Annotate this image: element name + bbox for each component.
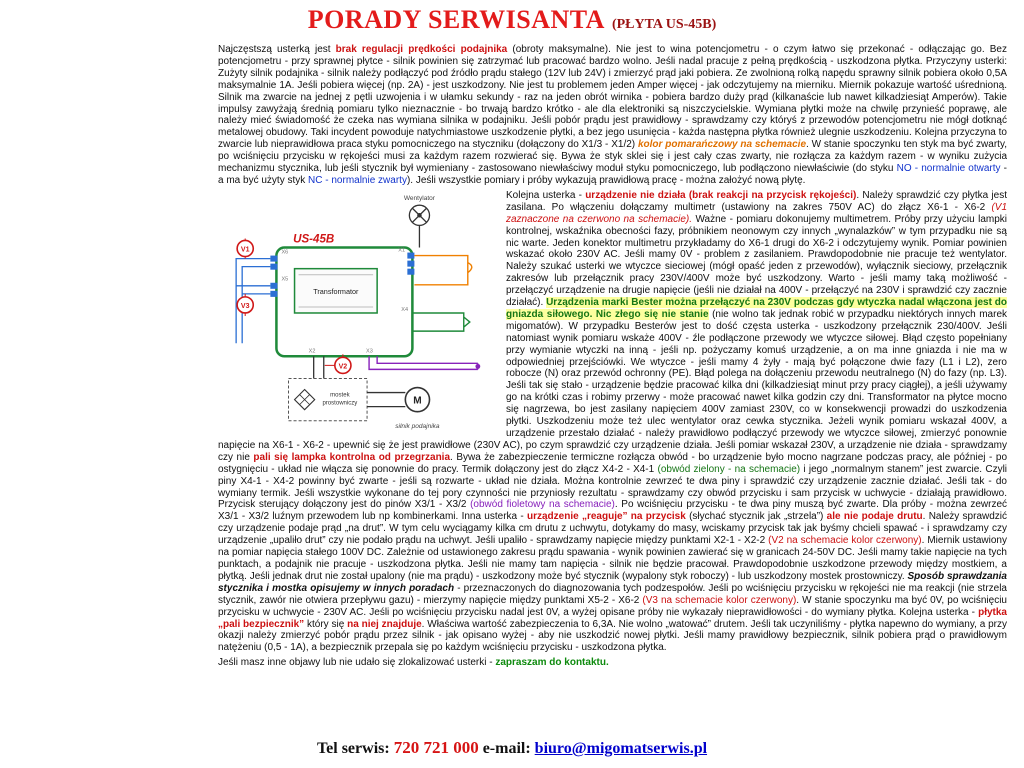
tel-label: Tel serwis: <box>316 740 390 757</box>
bridge-label-1: mostek <box>330 392 350 399</box>
svg-text:V1: V1 <box>240 246 250 254</box>
transformer <box>295 269 378 313</box>
bridge-label-2: prostowniczy <box>322 400 358 407</box>
motor-caption: silnik podajnika <box>395 422 440 430</box>
connector-x5-label: X5 <box>281 276 289 283</box>
svg-text:M: M <box>413 395 422 407</box>
closing-line: Jeśli masz inne objawy lub nie udało się zlokalizować usterki - zapraszam do kontaktu. <box>218 657 609 669</box>
v1-meter-badge <box>237 238 253 258</box>
connector-x6-label: X6 <box>281 249 289 256</box>
connector-x1-label: X1 <box>398 247 406 254</box>
schematic-svg <box>218 192 498 438</box>
contactor-aux-wire-orange <box>414 255 471 284</box>
contact-footer <box>0 738 1024 758</box>
page-title <box>0 5 1024 35</box>
document-body <box>218 44 1007 736</box>
document-subtitle: (PŁYTA US-45B) <box>611 17 717 32</box>
fan-label: Wentylator <box>403 195 435 203</box>
document-title: PORADY SERWISANTA <box>307 5 605 34</box>
connector-x3-label: X3 <box>366 348 373 355</box>
svg-text:V2: V2 <box>338 363 348 371</box>
fan-icon <box>409 205 429 247</box>
tel-number: 720 721 000 <box>393 738 479 757</box>
paragraph-no-reaction-fault: Kolejna usterka - urządzenie nie działa (brak reakcji na przycisk rękojeści). Należy sprawdzić czy płytka jest zasilana. Po włączeniu dołączamy multimetr (ustawiony na zakres 750V AC) do złącz X6-1 - X6-2 (V1 zaznaczone na czerwono na schemacie). Ważne - pomiaru dokonujemy multimetrem. Próby przy użyciu lampki kontrolnej, wskaźnika obecności fazy, próbnikiem neonowym czy innych „wynalazków” w tym przypadku nie są nic warte. Jeden konektor multimetru przykładamy do X6-1 drugi do X6-2 i odczytujemy wynik. Pomiar powinien wskazać około 230V AC. Jeśli mamy 0V - problem z zasilaniem. Prawdopodobnie nie pracuje też wentylator. Należy szukać usterki we wtyczce sieciowej (mógł opaść jeden z przewodów), wyłącznik sieciowy, przełącznik zakresów lub przełącznik pracy 230V/400V może być uszkodzony. Warto - jeśli mamy taką możliwość - przełączyć urządzenie na drugie napięcie (jeśli nie działał na 400V - przełączyć na 230V i sprawdzić czy zacznie działać). Urządzenia marki Bester można przełączyć na 230V podczas gdy wtyczka nadal włączona jest do gniazda siłowego. Nic złego się nie stanie (nie wolno tak jednak robić w przypadku niektórych innych marek migomatów). W przypadku Besterów jest to dość częsta usterka - uszkodzony przełącznik 230/400V. Jeśli natomiast wynik pomiaru wskaże 400V - źle podłączone przewody we wtyczce siłowej. Błąd często popełniany przy wymianie wtyczki na inną - jeśli np. pożyczamy komuś urządzenie, a on ma inne gniazda i nie ma w odpowiedniej przejściówki. We wtyczce - jeśli mamy 4 żyły - mają być połączone dwie fazy (L1 i L2), zero robocze (N) oraz przewód ochronny (PE). Błąd polega na dołączeniu przewodu neutralnego (N) do fazy (np. L3). Jeśli tak się stało - urządzenie będzie pracować kilka dni (kilkadziesiąt minut przy pracy ciągłej), a jeśli używamy go na krótki czas i robimy przerwy - może pracować nawet kilka godzin czy dni. Transformator na płytce mocno się nagrzewa, bo jest zasilany napięciem 400V zamiast 230V, co w konsekwencji prowadzi do uszkodzenia płytki. Uszkodzeniu może też ulec wentylator oraz cewka stycznika. Jeżeli wynik pomiaru wskazał 400V, a urządzenie przestało działać - należy prawidłowo podłączyć przewody we wtyczce siłowej, zmierzyć ponownie napięcie na X6-1 - X6-2 - upewnić się że jest prawidłowe (230V AC), po czym sprawdzić czy urządzenie działa. Jeśli pomiar wskazał 230V, a urządzenie nie działa - sprawdzamy czy nie pali się lampka kontrolna od przegrzania. Bywa że zabezpieczenie termiczne rozłącza obwód - bo urządzenie było mocno nagrzane podczas pracy, ale później - po ostygnięciu - układ nie włącza się ponownie do pracy. Termik dołączony jest do złącz X4-2 - X4-1 (obwód zielony - na schemacie) i jego „normalnym stanem” jest zwarcie. Czyli piny X4-1 - X4-2 powinny być zwarte - jeśli są rozwarte - układ nie działa. Można kontrolnie zewrzeć te dwa piny i sprawdzić czy urządzenie zacznie działać. Jeśli tak - do wymiany termik. Jeśli wszystkie wykonane do tej pory czynności nie przyniosły rezultatu - sprawdzamy czy obwód przycisku i sam przycisk w uchwycie - działają prawidłowo. Przycisk sterujący dołączony jest do pinów X3/1 - X3/2 (obwód fioletowy na schemacie). Po wciśnięciu przycisku - te dwa piny muszą być zwarte. Dla próby - można zewrzeć X3/1 - X3/2 luźnym przewodem lub np kombinerkami. Inna usterka - urządzenie „reaguje” na przycisk (słychać stycznik jak „strzela”) ale nie podaje drutu. Należy sprawdzić czy urządzenie podaje prąd „na drut”. W tym celu wyciągamy kilka cm drutu z uchwytu, dotykamy do masy, wciskamy przycisk tak jak byśmy chcieli spawać - i sprawdzamy czy urządzenie „upaliło drut” czy nie podało prądu na uchwyt. Jeśli upaliło - sprawdzamy napięcie między punktami X2-1 - X2-2 (V2 na schemacie kolor czerwony). Miernik ustawiony na pomiar napięcia stałego 100V DC. Zależnie od ustawionego zakresu prądu spawania - wynik powinien zawierać się w granicach 24-50V DC. Jeśli mamy takie napięcie na tych punktach, a podajnik nie pracuje - uszkodzona płytka. Jeśli nie mamy tam napięcia - silnik nie będzie pracował. Prawdopodobnie uszkodzone przewody między mostkiem, a płytką. Jeśli jednak drut nie został upalony (nie ma prądu) - uszkodzony może być stycznik (wypalony styk roboczy) - lub uszkodzony mostek prostowniczy. Sposób sprawdzania stycznika i mostka opisujemy w innych poradach - przeznaczonych do diagnozowania tych podzespołów. Jeśli po wciśnięciu przycisku w rękojeści nie ma reakcji (nie strzela stycznik, zawór nie otwiera przepływu gazu) - mierzymy napięcie między punktami X5-2 - X6-2 (V3 na schemacie kolor czerwony). W stanie spoczynku ma być 0V, po wciśnięciu przycisku w uchwycie - 230V AC. Jeśli po wciśnięciu przycisku nadal jest 0V, a wyżej opisane próby nie wykazały nieprawidłowości - do wymiany płytka. Kolejna usterka - płytka „pali bezpiecznik” który się na niej znajduje. Właściwa wartość zabezpieczenia to 6,3A. Nie wolno „watować” drutem. Jeśli tak uczyniliśmy - płytka napewno do wymiany, a przy okazji należy zmierzyć pobór prądu przez silnik - jak opisano wyżej - aby nie uszkodzić nowej płytki. Jeśli mamy prawidłowy bezpiecznik, silnik pobiera prąd o prawidłowym natężeniu (0,5 - 1A), a bezpiecznik przepala się po każdym wciśnięciu przycisku - uszkodzona płytka. <box>218 189 1007 654</box>
board-title: US-45B <box>293 233 335 246</box>
email-link[interactable]: biuro@migomatserwis.pl <box>534 740 708 757</box>
wiring-diagram <box>218 192 498 438</box>
connector-x2-label: X2 <box>308 348 316 355</box>
transformer-label: Transformator <box>313 286 359 296</box>
paragraph-feeder-speed-fault: Najczęstszą usterką jest brak regulacji prędkości podajnika (obroty maksymalne). Nie jest to wina potencjometru - o czym łatwo się przekonać - odłączając go. Bez potencjometru - przy sprawnej płytce - silnik powinien się zatrzymać lub pracować bardzo wolno. Jeśli nadal pracuje z pełną prędkością - uszkodzona płytka. Przyczyny usterki: Zużyty silnik podajnika - silnik należy podłączyć pod źródło prądu stałego (12V lub 24V) i zmierzyć prąd jaki pobiera. Ze zwolnioną rolką napędu sprawny silnik pobiera około 0,5A maksymalnie 1A. Jeśli pobiera więcej (np. 2A) - jest uszkodzony. Nie jest tu problemem jeden Amper więcej - jak odczytujemy na mierniku. Miernik pokazuje wartość uśrednioną. Silnik ma zwarcie na jednej z pętli uzwojenia i w ułamku sekundy - raz na jeden obrót wirnika - pobiera bardzo duży prąd (kilkanaście lub nawet kilkadziesiąt Amperów). Takie impulsy zawyżają średnią pomiaru tylko nieznacznie - bo trwają bardzo krótko - ale dla elektroniki są niszczycielskie. Wymiana płytki może na chwilę przynieść poprawę, ale należy mieć świadomość że czeka nas wymiana silnika w podajniku. Jeśli pobór prądu jest prawidłowy - sprawdzamy czy któryś z przewodów potencjometru nie mógł dotknąć metalowej obudowy. Taki incydent powoduje natychmiastowe uszkodzenie płytki, a bez jego usunięcia - każda następna płytka również ulegnie uszkodzeniu. Kolejna przyczyna to zwarcie lub nieprawidłowa praca styku pomocniczego na styczniku (dołączony do X1/3 - X1/2) kolor pomarańczowy na schemacie. W stanie spoczynku ten styk ma być zwarty, po wciśnięciu przycisku w rękojeści musi za każdym razem rozwierać się. Bywa że styk sklei się i jest cały czas zwarty, nie rozłącza za każdym razem - w wyniku zużycia mechanizmu stycznika, lub jeśli stycznik był wymieniany - zastosowano niewłaściwy moduł styku pomocniczego, lub podłączono niewłaściwie (do styku NO - normalnie otwarty - a ma być użyty styk NC - normalnie zwarty). Jeśli wszystkie pomiary i próby wykazują prawidłową pracę - można założyć nową płytę. <box>218 44 1007 186</box>
v3-meter-badge <box>237 294 253 316</box>
svg-text:V3: V3 <box>240 302 250 310</box>
email-label: e-mail: <box>482 740 531 757</box>
motor-icon <box>367 387 429 411</box>
connector-x4-label: X4 <box>401 306 409 313</box>
rectifier-bridge-box <box>289 378 368 420</box>
